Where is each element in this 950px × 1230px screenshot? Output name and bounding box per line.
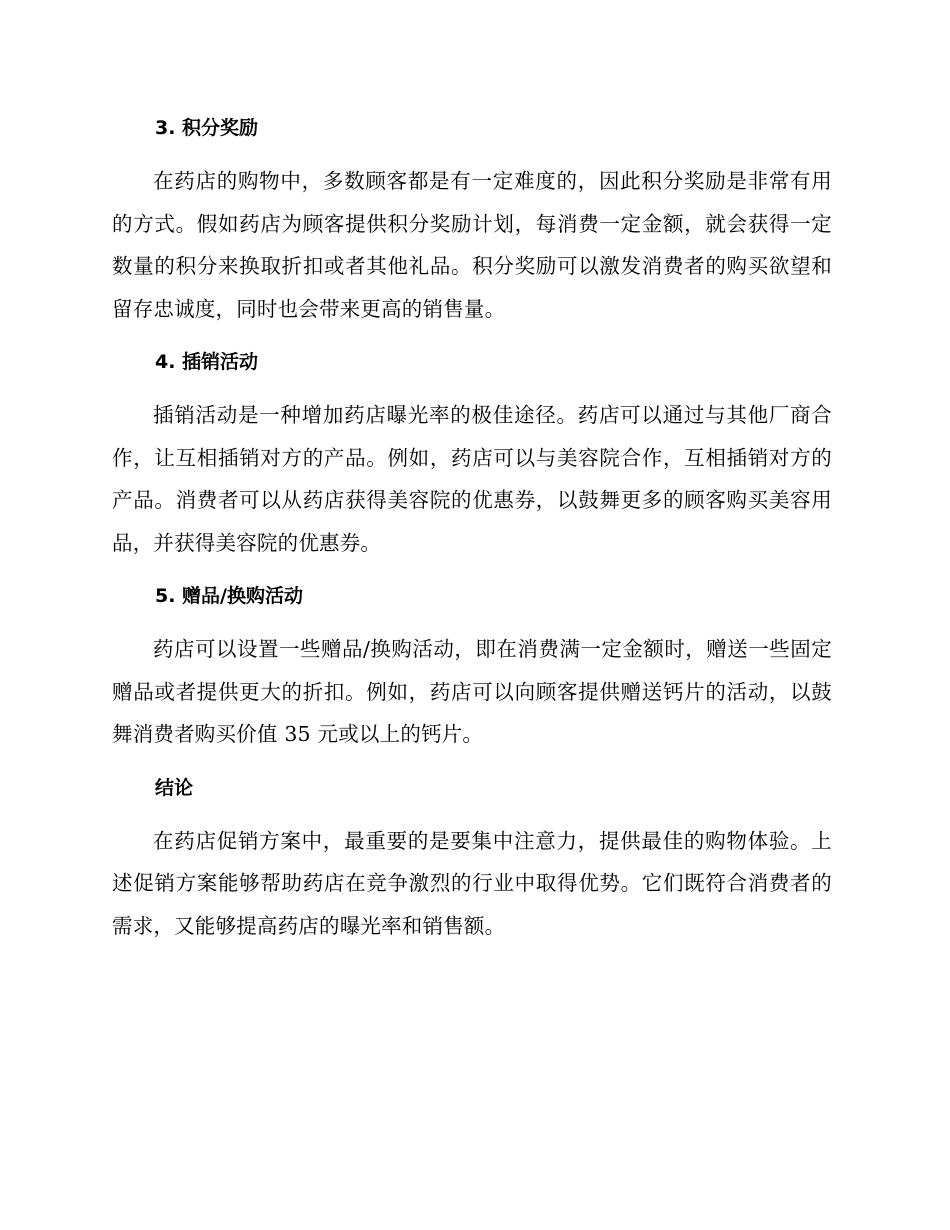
section-heading-cross-promotion: 4. 插销活动 xyxy=(155,351,259,373)
document-body xyxy=(112,110,832,961)
section-paragraph-cross-promotion: 插销活动是一种增加药店曝光率的极佳途径。药店可以通过与其他厂商合作，让互相插销对方的产品。例如，药店可以与美容院合作，互相插销对方的产品。消费者可以从药店获得美容院的优惠券，以鼓舞更多的顾客购买美容用品，并获得美容院的优惠券。 xyxy=(112,403,832,555)
section-heading-gift-exchange: 5. 赠品/换购活动 xyxy=(155,585,303,607)
section-heading-points-reward: 3. 积分奖励 xyxy=(155,117,259,139)
section-paragraph-conclusion: 在药店促销方案中，最重要的是要集中注意力，提供最佳的购物体验。上述促销方案能够帮助药店在竞争激烈的行业中取得优势。它们既符合消费者的需求，又能够提高药店的曝光率和销售额。 xyxy=(112,828,832,938)
section-paragraph-gift-exchange: 药店可以设置一些赠品/换购活动，即在消费满一定金额时，赠送一些固定赠品或者提供更大的折扣。例如，药店可以向顾客提供赠送钙片的活动，以鼓舞消费者购买价值 35 元或以上的钙片。 xyxy=(112,637,832,746)
section-paragraph-points-reward: 在药店的购物中，多数顾客都是有一定难度的，因此积分奖励是非常有用的方式。假如药店为顾客提供积分奖励计划，每消费一定金额，就会获得一定数量的积分来换取折扣或者其他礼品。积分奖励可以激发消费者的购买欲望和留存忠诚度，同时也会带来更高的销售量。 xyxy=(112,169,832,321)
section-heading-conclusion: 结论 xyxy=(155,776,194,799)
